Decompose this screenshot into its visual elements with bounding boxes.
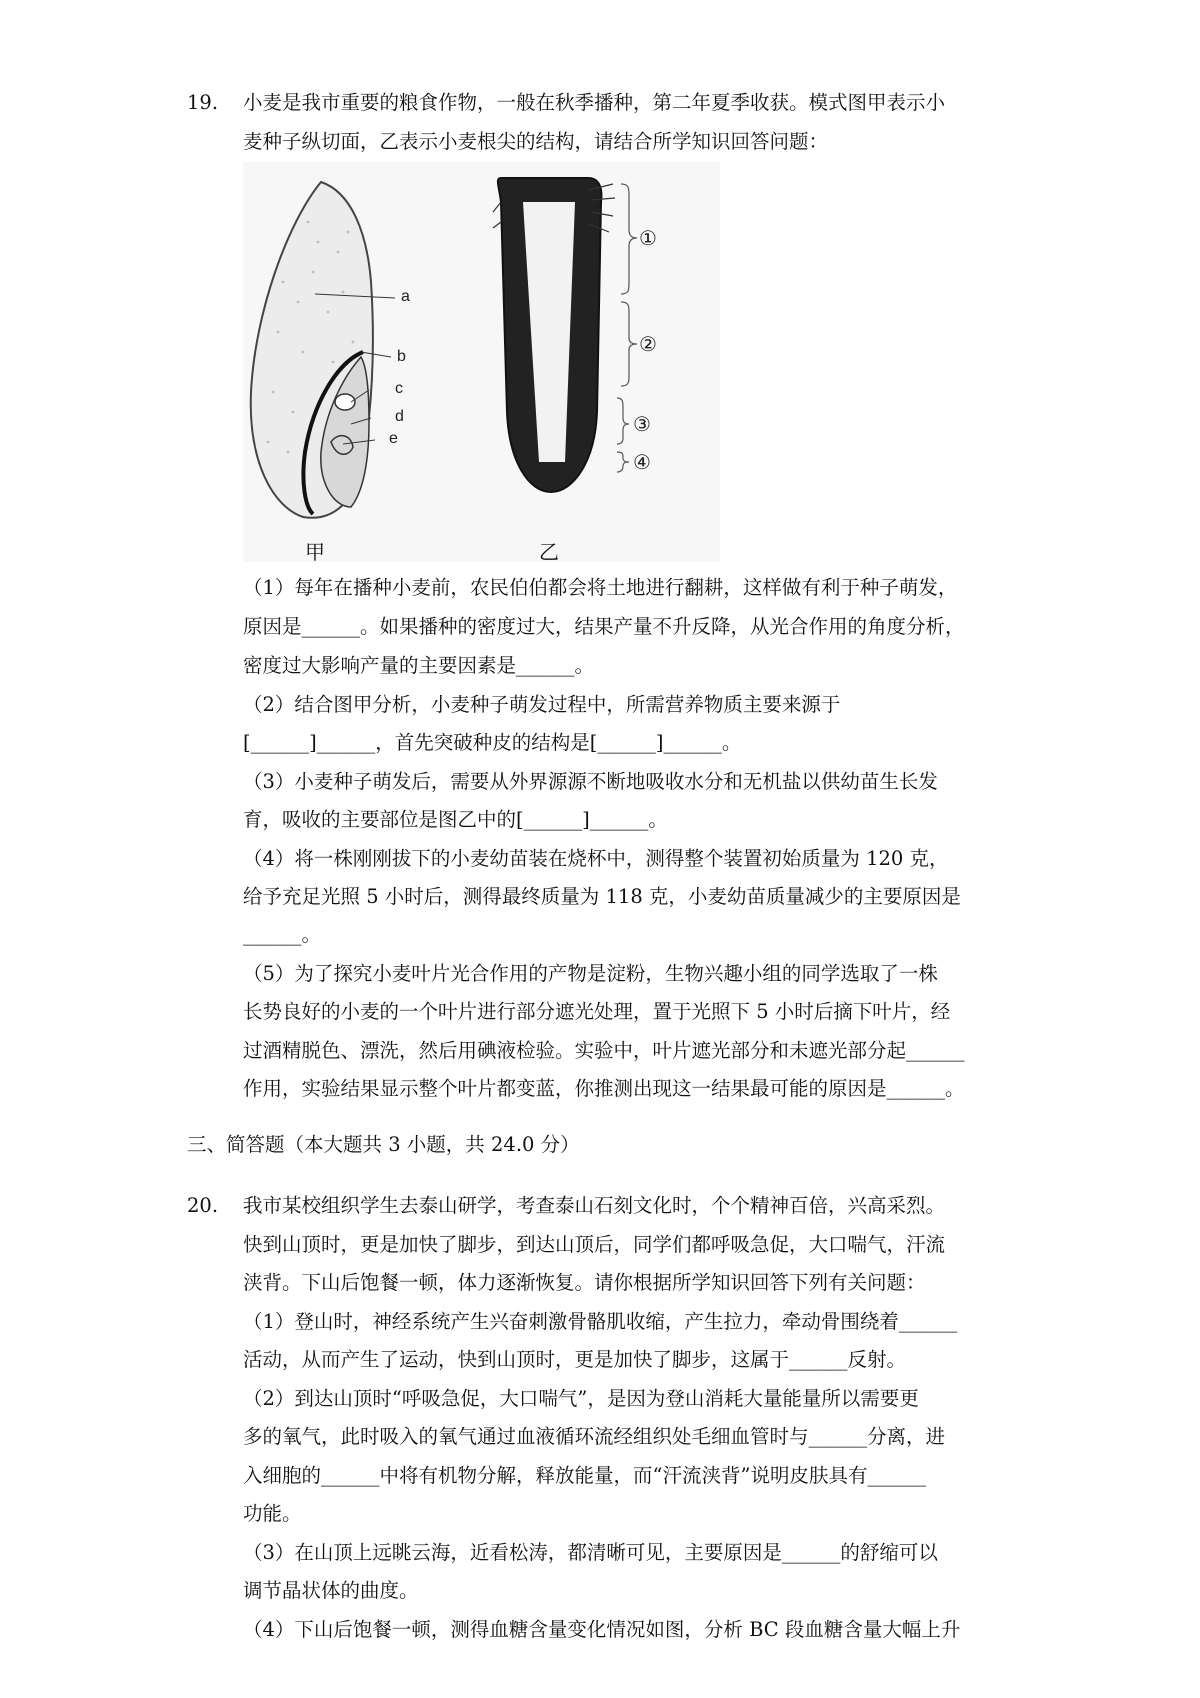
q20-sub-line: 活动，从而产生了运动，快到山顶时，更是加快了脚步，这属于______反射。 — [243, 1348, 907, 1371]
q19-sub-line: 过酒精脱色、漂洗，然后用碘液检验。实验中，叶片遮光部分和未遮光部分起______ — [243, 1039, 965, 1062]
section-heading: 三、简答题（本大题共 3 小题，共 24.0 分） — [187, 1133, 580, 1156]
q19-sub-line: 给予充足光照 5 小时后，测得最终质量为 118 克，小麦幼苗质量减少的主要原因是 — [243, 885, 961, 908]
root-zone-label-4: ④ — [633, 452, 651, 474]
q20-stem-line: 快到山顶时，更是加快了脚步，到达山顶后，同学们都呼吸急促，大口喘气，汗流 — [243, 1233, 946, 1256]
q19-sub-line: 作用，实验结果显示整个叶片都变蓝，你推测出现这一结果最可能的原因是______。 — [243, 1077, 965, 1100]
q19-sub-line: ______。 — [243, 923, 322, 946]
q19-sub-line: （3）小麦种子萌发后，需要从外界源源不断地吸收水分和无机盐以供幼苗生长发 — [243, 770, 938, 793]
seed-label-c: c — [395, 380, 403, 397]
figure-caption-jia: 甲 — [305, 540, 325, 564]
q20-sub-line: 入细胞的______中将有机物分解，释放能量，而“汗流浃背”说明皮肤具有______ — [243, 1464, 926, 1487]
q19-stem-line: 麦种子纵切面，乙表示小麦根尖的结构，请结合所学知识回答问题： — [243, 130, 829, 153]
q19-sub-line: 育，吸收的主要部位是图乙中的[______]______。 — [243, 808, 668, 831]
q20-stem-line: 我市某校组织学生去泰山研学，考查泰山石刻文化时，个个精神百倍，兴高采烈。 — [243, 1194, 946, 1217]
seed-label-b: b — [397, 348, 406, 365]
q20-number: 20. — [187, 1194, 219, 1217]
seed-label-e: e — [389, 430, 398, 447]
q19-sub-line: （1）每年在播种小麦前，农民伯伯都会将土地进行翻耕，这样做有利于种子萌发， — [243, 576, 958, 599]
q20-sub-line: （1）登山时，神经系统产生兴奋刺激骨骼肌收缩，产生拉力，牵动骨围绕着______ — [243, 1310, 958, 1333]
seed-label-a: a — [401, 288, 410, 305]
wheat-diagram — [243, 162, 720, 562]
q20-sub-line: （3）在山顶上远眺云海，近看松涛，都清晰可见，主要原因是______的舒缩可以 — [243, 1541, 938, 1564]
q20-sub-line: 功能。 — [243, 1502, 302, 1525]
figure-caption-yi: 乙 — [539, 540, 559, 564]
root-zone-label-3: ③ — [633, 414, 651, 436]
q20-sub-line: （2）到达山顶时“呼吸急促，大口喘气”，是因为登山消耗大量能量所以需要更 — [243, 1387, 919, 1410]
wheat-figure — [243, 162, 720, 562]
root-zone-label-2: ② — [639, 334, 657, 356]
q19-sub-line: 长势良好的小麦的一个叶片进行部分遮光处理，置于光照下 5 小时后摘下叶片，经 — [243, 1000, 951, 1023]
root-zone-label-1: ① — [639, 228, 657, 250]
q19-sub-line: （2）结合图甲分析，小麦种子萌发过程中，所需营养物质主要来源于 — [243, 693, 841, 716]
q20-sub-line: （4）下山后饱餐一顿，测得血糖含量变化情况如图，分析 BC 段血糖含量大幅上升 — [243, 1618, 961, 1641]
q19-sub-line: （4）将一株刚刚拔下的小麦幼苗装在烧杯中，测得整个装置初始质量为 120 克， — [243, 847, 949, 870]
q19-sub-line: 密度过大影响产量的主要因素是______。 — [243, 654, 595, 677]
q20-stem-line: 浃背。下山后饱餐一顿，体力逐渐恢复。请你根据所学知识回答下列有关问题： — [243, 1271, 926, 1294]
q19-stem-line: 小麦是我市重要的粮食作物，一般在秋季播种，第二年夏季收获。模式图甲表示小 — [243, 91, 946, 114]
q19-number: 19. — [187, 91, 219, 114]
seed-label-d: d — [395, 408, 404, 425]
q19-sub-line: （5）为了探究小麦叶片光合作用的产物是淀粉，生物兴趣小组的同学选取了一株 — [243, 962, 938, 985]
q20-sub-line: 调节晶状体的曲度。 — [243, 1579, 419, 1602]
q20-sub-line: 多的氧气，此时吸入的氧气通过血液循环流经组织处毛细血管时与______分离，进 — [243, 1425, 946, 1448]
q19-sub-line: 原因是______。如果播种的密度过大，结果产量不升反降，从光合作用的角度分析， — [243, 615, 965, 638]
q19-sub-line: [______]______，首先突破种皮的结构是[______]______。 — [243, 731, 742, 754]
